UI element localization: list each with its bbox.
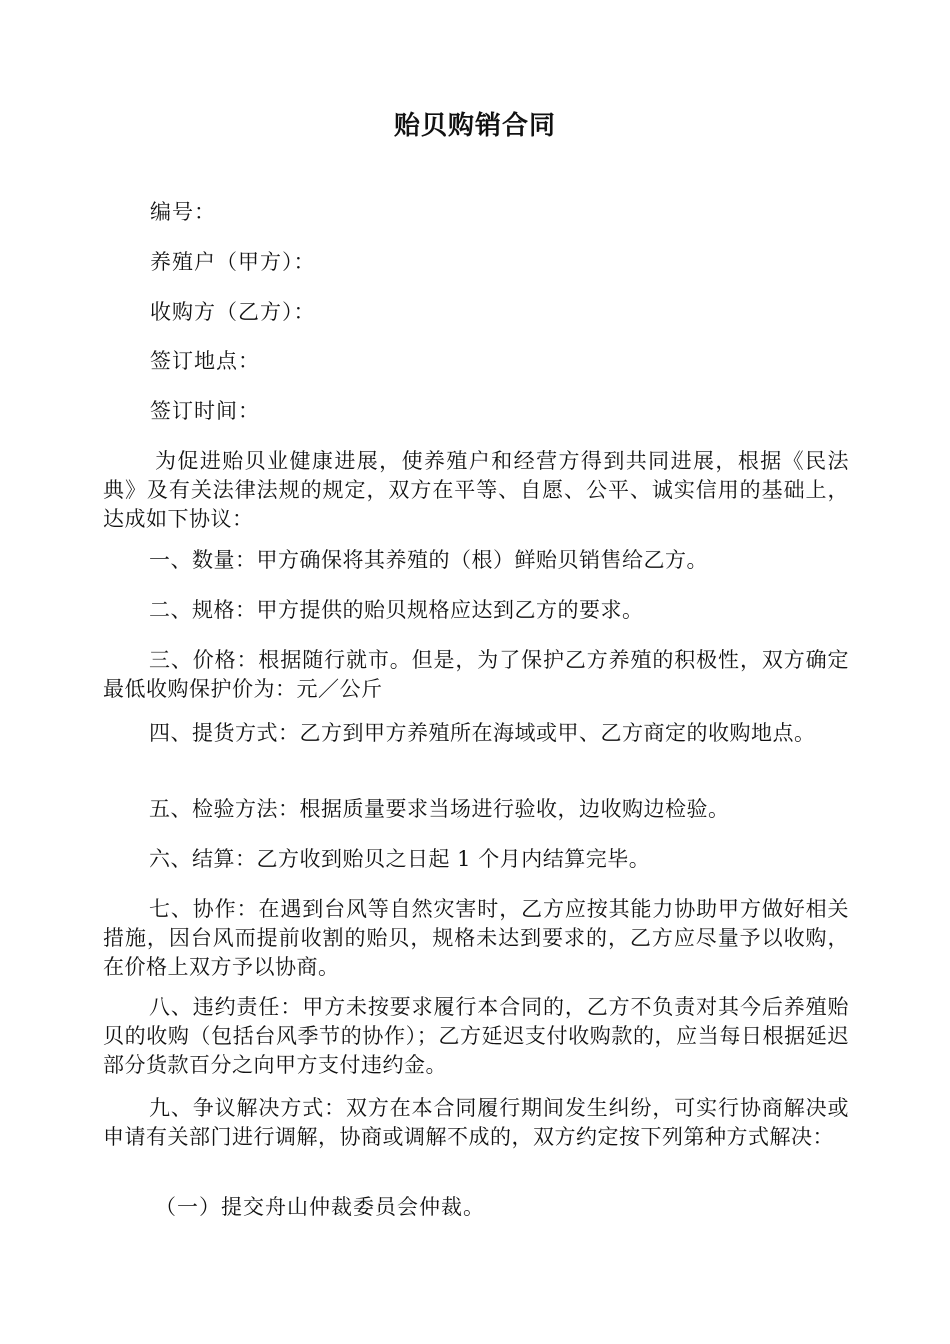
clause-quantity: 一、数量：甲方确保将其养殖的（根）鲜贻贝销售给乙方。 — [149, 548, 708, 572]
clause-delivery: 四、提货方式：乙方到甲方养殖所在海域或甲、乙方商定的收购地点。 — [149, 721, 816, 745]
intro-paragraph: 为促进贻贝业健康进展，使养殖户和经营方得到共同进展，根据《民法典》及有关法律法规的规定，双方在平等、自愿、公平、诚实信用的基础上，达成如下协议： — [103, 449, 849, 531]
contract-number-field: 编号： — [150, 200, 216, 224]
clause-dispute: 九、争议解决方式：双方在本合同履行期间发生纠纷，可实行协商解决或申请有关部门进行调解，协商或调解不成的，双方约定按下列第种方式解决： — [103, 1096, 849, 1149]
dispute-option-arbitration: （一）提交舟山仲裁委员会仲裁。 — [155, 1195, 485, 1219]
party-a-field: 养殖户（甲方）： — [150, 250, 316, 274]
clause-inspection: 五、检验方法：根据质量要求当场进行验收，边收购边检验。 — [149, 797, 730, 821]
clause-liability: 八、违约责任：甲方未按要求履行本合同的，乙方不负责对其今后养殖贻贝的收购（包括台风季节的协作）；乙方延迟支付收购款的，应当每日根据延迟部分货款百分之向甲方支付违约金。 — [103, 995, 849, 1077]
clause-specification: 二、规格：甲方提供的贻贝规格应达到乙方的要求。 — [149, 598, 644, 622]
clause-cooperation: 七、协作：在遇到台风等自然灾害时，乙方应按其能力协助甲方做好相关措施，因台风而提前收割的贻贝，规格未达到要求的，乙方应尽量予以收购，在价格上双方予以协商。 — [103, 897, 849, 979]
clause-settlement: 六、结算：乙方收到贻贝之日起 1 个月内结算完毕。 — [149, 847, 651, 871]
signing-time-field: 签订时间： — [150, 399, 260, 423]
party-b-field: 收购方（乙方）： — [150, 300, 316, 324]
document-title: 贻贝购销合同 — [393, 111, 556, 141]
signing-place-field: 签订地点： — [150, 349, 260, 373]
clause-price: 三、价格：根据随行就市。但是，为了保护乙方养殖的积极性，双方确定最低收购保护价为：元／公斤 — [103, 648, 849, 701]
